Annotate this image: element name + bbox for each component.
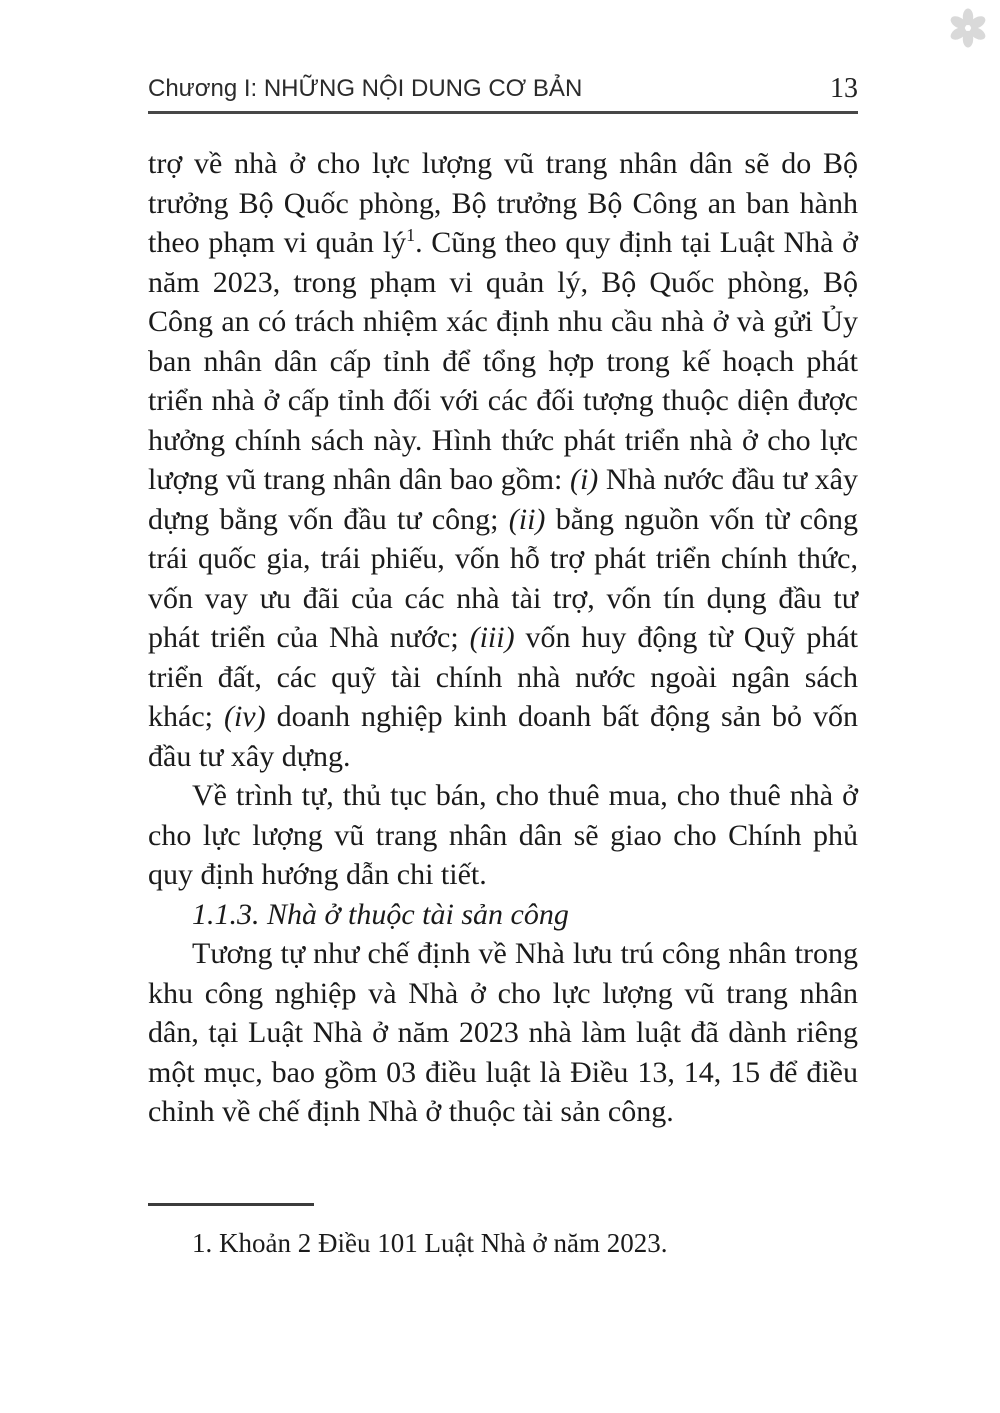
text-run: Nhà nước đầu tư xây dựng bằng vốn đầu tư công; <box>148 463 858 536</box>
text-run: vốn huy động từ Quỹ phát triển đất, các quỹ tài chính nhà nước ngoài ngân sách khác; <box>148 621 858 733</box>
body-text <box>148 144 858 1132</box>
text-run: (iv) <box>223 700 266 733</box>
text-run: doanh nghiệp kinh doanh bất động sản bỏ vốn đầu tư xây dựng. <box>148 700 858 773</box>
running-header <box>148 74 858 104</box>
header-rule <box>148 111 858 114</box>
paragraph <box>148 144 858 776</box>
text-run: (iii) <box>469 621 515 654</box>
text-run: Về trình tự, thủ tục bán, cho thuê mua, cho thuê nhà ở cho lực lượng vũ trang nhân dân sẽ giao cho Chính phủ quy định hướng dẫn chi tiết. <box>148 779 858 891</box>
chapter-title: Chương I: NHỮNG NỘI DUNG CƠ BẢN <box>148 75 583 102</box>
paragraph <box>148 776 858 895</box>
text-run: trợ về nhà ở cho lực lượng vũ trang nhân dân sẽ do Bộ trưởng Bộ Quốc phòng, Bộ trưởng Bộ Công an ban hành theo phạm vi quản lý <box>148 147 858 259</box>
text-run: . Cũng theo quy định tại Luật Nhà ở năm 2023, trong phạm vi quản lý, Bộ Quốc phòng, Bộ Công an có trách nhiệm xác định nhu cầu nhà ở và gửi Ủy ban nhân dân cấp tỉnh để tổng hợp trong kế hoạch phát triển nhà ở cấp tỉnh đối với các đối tượng thuộc diện được hưởng chính sách này. Hình thức phát triển nhà ở cho lực lượng vũ trang nhân dân bao gồm: <box>148 226 858 496</box>
footnote-reference: 1 <box>406 225 416 245</box>
text-run: Tương tự như chế định về Nhà lưu trú công nhân trong khu công nghiệp và Nhà ở cho lực lượng vũ trang nhân dân, tại Luật Nhà ở năm 2023 nhà làm luật đã dành riêng một mục, bao gồm 03 điều luật là Điều 13, 14, 15 để điều chỉnh về chế định Nhà ở thuộc tài sản công. <box>148 937 858 1128</box>
flower-ornament-icon <box>948 8 988 48</box>
text-run: 1.1.3. Nhà ở thuộc tài sản công <box>192 897 569 931</box>
section-heading <box>148 895 858 935</box>
text-run: (ii) <box>508 502 546 536</box>
page-number: 13 <box>830 73 858 104</box>
paragraph <box>148 934 858 1132</box>
text-run: (i) <box>569 463 599 496</box>
footnote: 1. Khoản 2 Điều 101 Luật Nhà ở năm 2023. <box>192 1228 668 1258</box>
footnote-separator <box>148 1203 314 1206</box>
text-run: bằng nguồn vốn từ công trái quốc gia, trái phiếu, vốn hỗ trợ phát triển chính thức, vốn vay ưu đãi của các nhà tài trợ, vốn tín dụng đầu tư phát triển của Nhà nước; <box>148 502 858 654</box>
